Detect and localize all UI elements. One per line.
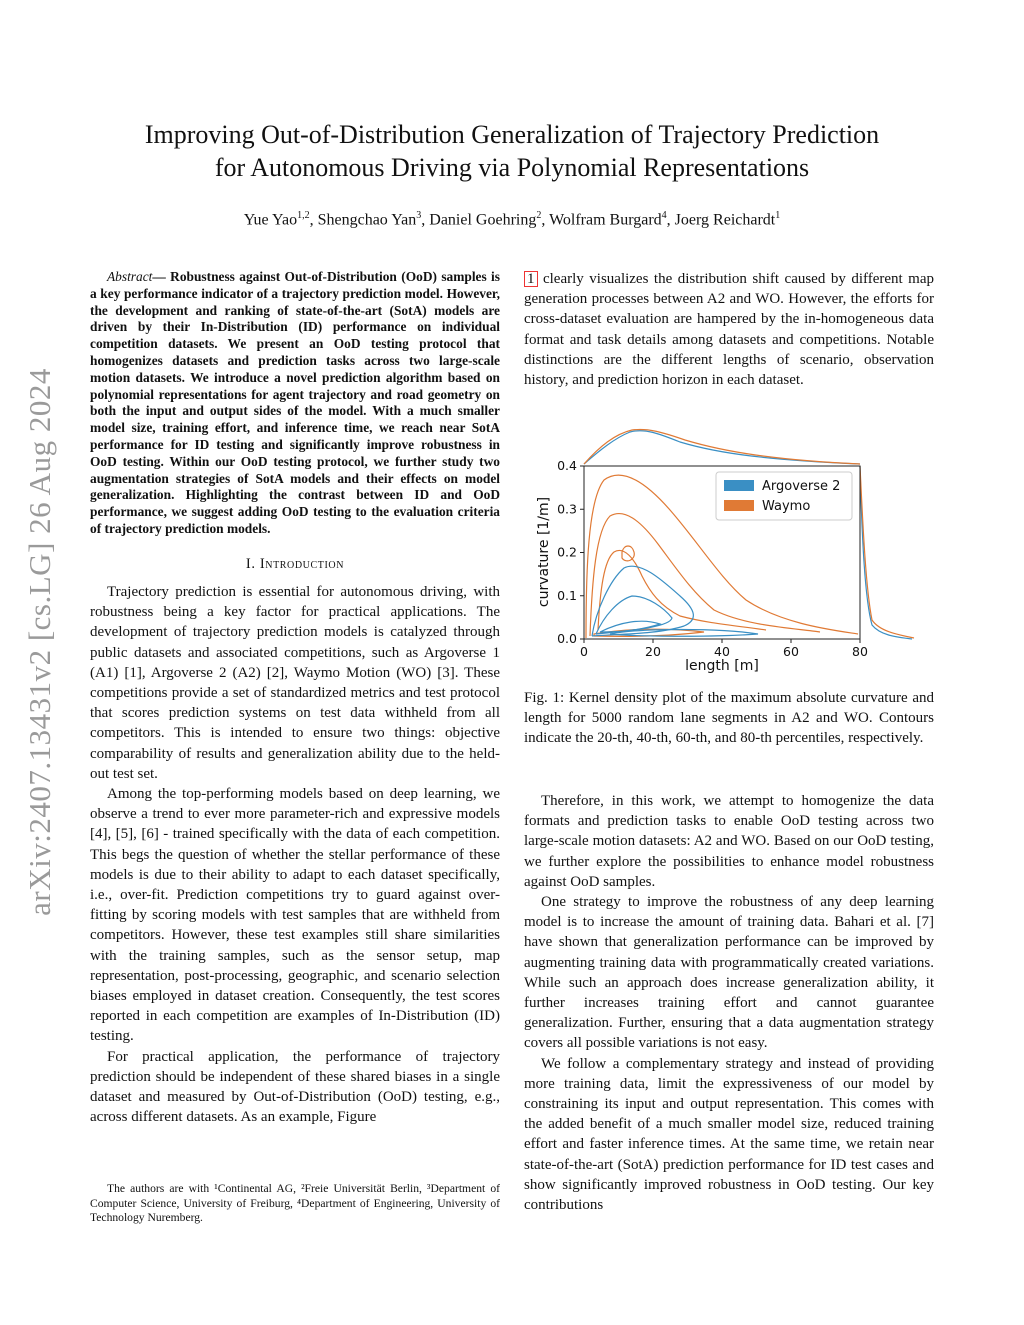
- figure-caption: Fig. 1: Kernel density plot of the maximum absolute curvature and length for 5000 random lane segments in A2 and WO. Contours indicate the 20-th, 40-th, 60-th, and 80-th percentiles, respectively.: [524, 690, 934, 747]
- paragraph-text: clearly visualizes the distribution shift caused by different map generation processes between A2 and WO. However, the efforts for cross-dataset evaluation are hampered by the in-homogeneous data format and task details among datasets and competitions. Notable distinctions are the different lengths of scenario, observation history, and prediction horizon in each dataset.: [524, 271, 934, 389]
- kde-contour-chart: [520, 420, 940, 682]
- right-column-top: [524, 269, 934, 390]
- y-tick-label: 0.0: [557, 631, 577, 646]
- legend-swatch-waymo: [724, 500, 754, 511]
- footnote-text: The authors are with ¹Continental AG, ²Freie Universität Berlin, ³Department of Computer Science, University of Freiburg, ⁴Department of Engineering, University of Technology Nuremberg.: [90, 1182, 500, 1225]
- y-tick-label: 0.3: [557, 501, 577, 517]
- x-tick-label: 80: [852, 644, 868, 659]
- chart-legend: [716, 472, 852, 520]
- author: Yue Yao: [243, 211, 298, 229]
- marginal-x-argoverse: [584, 431, 860, 464]
- title-line-1: Improving Out-of-Distribution Generalization of Trajectory Prediction: [144, 120, 880, 149]
- figure-1: [520, 420, 940, 682]
- author-affiliation: 3: [416, 210, 422, 221]
- paragraph: We follow a complementary strategy and instead of providing more training data, limit the expressiveness of our model by constraining its input and output representation. This comes with the added benefit of a much smaller model size, reduced training effort and faster inference times. At the same time, we retain near state-of-the-art (SotA) prediction performance for ID test cases and show significantly improved robustness in OoD testing. Our key contributions: [524, 1055, 934, 1214]
- waymo-contour-20: [622, 546, 634, 561]
- paragraph: [524, 269, 934, 390]
- right-column-body: [524, 791, 934, 1215]
- legend-label-argoverse: Argoverse 2: [762, 479, 841, 494]
- arxiv-stamp: arXiv:2407.13431v2 [cs.LG] 26 Aug 2024: [22, 368, 57, 916]
- author-affiliation: 4: [661, 210, 667, 221]
- marginal-y-waymo: [860, 466, 914, 638]
- author-affiliation: 1,2: [297, 210, 310, 221]
- author-list: Yue Yao$^{1,2}$, Shengchao Yan$^3$, Daniel Goehring$^2$, Wolfram Burgard$^4$, Joerg Reichardt$^1$: [243, 210, 781, 229]
- author-affiliation: 1: [775, 210, 781, 221]
- abstract: [90, 269, 500, 538]
- marginal-y-argoverse: [860, 466, 912, 639]
- paragraph: One strategy to improve the robustness of any deep learning model is to increase the amount of training data. Bahari et al. [7] have shown that generalization performance can be improved by augmenting training data with programmatically created variations. While such an approach does increase generalization ability, it further increases training effort and cannot guarantee generalization. Further, ensuring that a data augmentation strategy covers all possible variations is not easy.: [524, 894, 934, 1052]
- author: Wolfram Burgard: [549, 211, 662, 229]
- paragraph: Trajectory prediction is essential for autonomous driving, with robustness being a key factor for practical applications. The development of trajectory prediction models is catalyzed through public datasets and associated competitions, such as Argoverse 1 (A1) [1], Argoverse 2 (A2) [2], Waymo Motion (WO) [3]. These competitions provide a set of standardized metrics and test protocol that scores prediction systems on test data withheld from all competitors. This is intended to ensure two things: objective comparability of results and generalization ability due to the held-out test set.: [90, 583, 500, 782]
- author: Joerg Reichardt: [674, 211, 776, 229]
- x-axis-label: length [m]: [685, 658, 759, 674]
- footnote: [90, 1182, 500, 1226]
- y-tick-label: 0.1: [557, 587, 577, 603]
- figure-reference-link[interactable]: 1: [524, 271, 538, 287]
- y-axis-label: curvature [1/m]: [536, 496, 552, 608]
- x-tick-label: 60: [783, 644, 799, 659]
- x-tick-label: 20: [645, 644, 661, 659]
- paragraph: For practical application, the performance of trajectory prediction should be independent of these shared biases in a single dataset and measured by Out-of-Distribution (OoD) testing, e.g., across different datasets. As an example, Figure: [90, 1048, 500, 1126]
- y-tick-label: 0.2: [557, 544, 577, 560]
- left-column: [90, 269, 500, 1127]
- section-number: I.: [245, 555, 256, 572]
- abstract-label: Abstract: [107, 269, 153, 284]
- legend-swatch-argoverse: [724, 480, 754, 491]
- y-axis-ticks: [557, 458, 584, 646]
- author: Shengchao Yan: [317, 211, 417, 229]
- author: Daniel Goehring: [429, 211, 537, 229]
- waymo-contour-60: [590, 514, 820, 636]
- abstract-text: — Robustness against Out-of-Distribution (OoD) samples is a key performance indicator of a trajectory prediction model. However, the development and ranking of state-of-the-art (SotA) models are driven by their In-Distribution (ID) performance on individual competition datasets. We present an OoD testing protocol that homogenizes datasets and prediction tasks across two large-scale motion datasets. We introduce a novel prediction algorithm based on polynomial representations for agent trajectory and road geometry on both the input and output sides of the model. With a much smaller model size, training effort, and inference time, we reach near SotA performance for ID testing and significantly improve robustness in OoD testing. Within our OoD testing protocol, we further study two augmentation strategies of SotA models and their effects on model generalization. Highlighting the contrast between ID and OoD performance, we suggest adding OoD testing to the evaluation criteria of trajectory prediction models.: [90, 269, 500, 536]
- paragraph: Therefore, in this work, we attempt to homogenize the data formats and prediction tasks to enable OoD testing across two large-scale motion datasets: A2 and WO. Based on our OoD testing, we further explore the possibilities to enhance model robustness against OoD samples.: [524, 793, 934, 890]
- author-affiliation: 2: [536, 210, 542, 221]
- waymo-contour-40: [598, 550, 766, 630]
- paper-title: [0, 118, 1024, 184]
- section-heading: [90, 554, 500, 574]
- x-tick-label: 0: [580, 644, 588, 659]
- y-tick-label: 0.4: [557, 458, 577, 473]
- title-line-2: for Autonomous Driving via Polynomial Representations: [214, 153, 810, 182]
- x-axis-ticks: [580, 639, 868, 659]
- x-tick-label: 40: [714, 644, 730, 659]
- paragraph: Among the top-performing models based on deep learning, we observe a trend to ever more parameter-rich and expressive models [4], [5], [6] - trained specifically with the data of each competition. This begs the question of whether the stellar performance of these models is due to their ability to adapt to each dataset specifically, i.e., over-fit. Prediction competitions try to guard against over-fitting by scoring models with test samples that are withheld from competitors. However, these test examples still share similarities with the training samples, such as the sensor setup, map representation, post-processing, geographic, and scenario selection biases employed in dataset creation. Consequently, the test scores reported in each competition are examples of In-Distribution (ID) testing.: [90, 785, 500, 1045]
- legend-label-waymo: Waymo: [762, 499, 811, 514]
- section-name: Introduction: [259, 555, 345, 572]
